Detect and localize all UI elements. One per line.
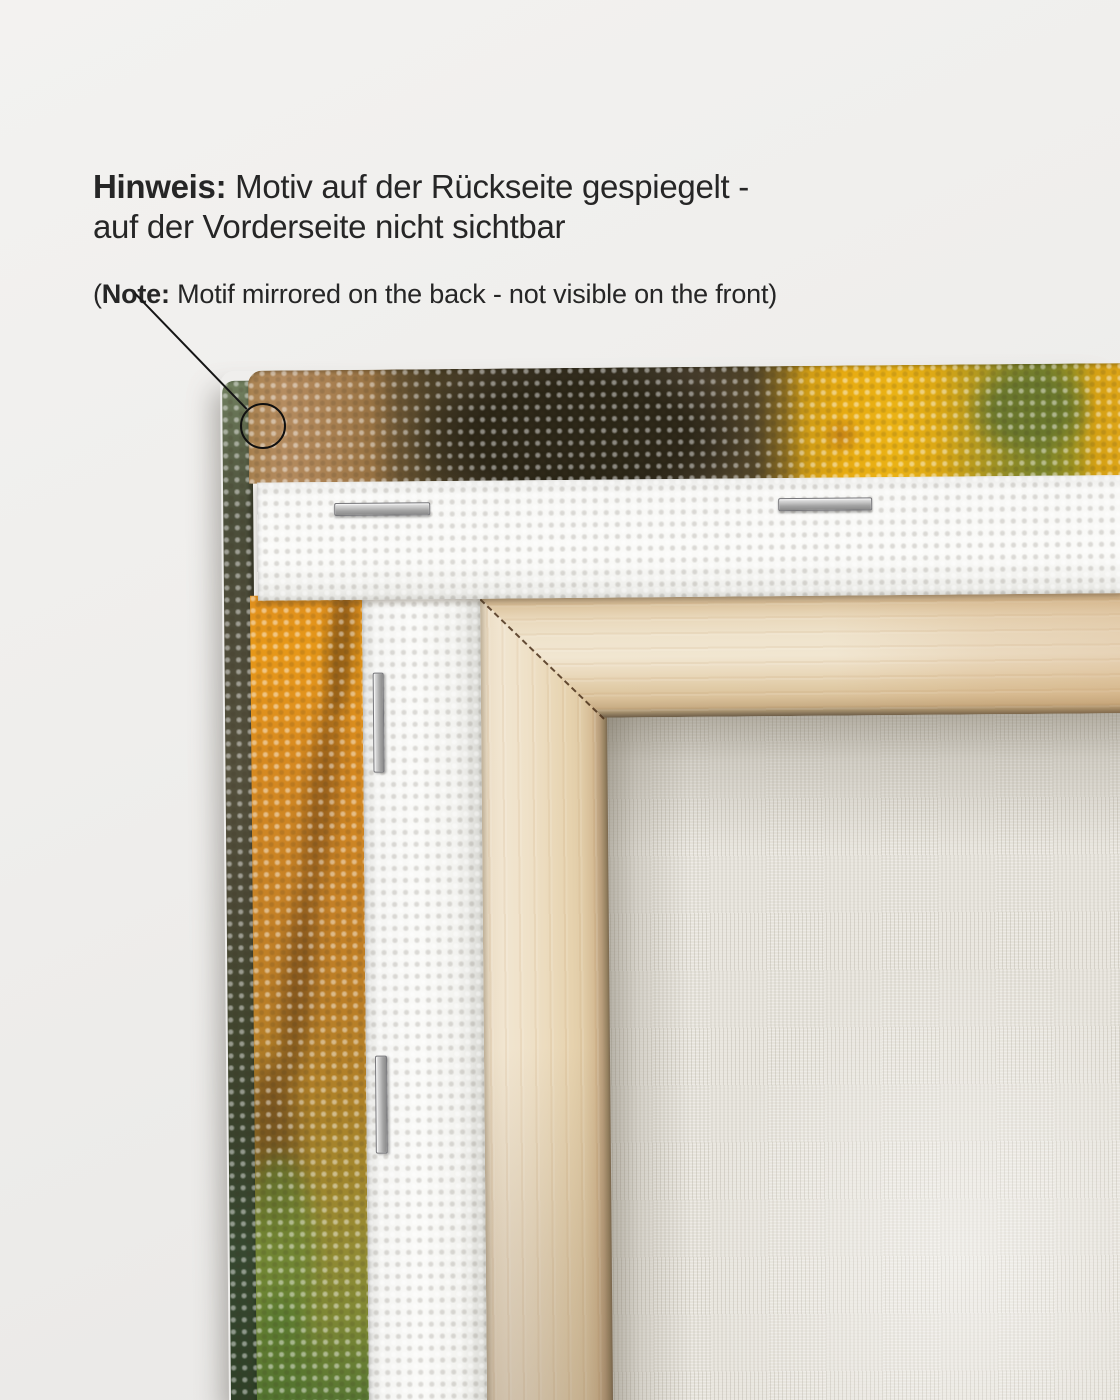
note-german-label: Hinweis: — [93, 168, 227, 205]
motif-top-strip — [248, 363, 1120, 484]
canvas-texture — [248, 363, 1120, 484]
callout-circle — [240, 403, 286, 449]
motif-dark-streak — [295, 694, 347, 906]
motif-left-strip — [250, 595, 369, 1400]
note-german-text: Motiv auf der Rückseite gespiegelt - — [226, 168, 749, 205]
white-fold-top — [257, 475, 1120, 601]
canvas-back-photo — [220, 363, 1120, 1400]
staple — [373, 673, 385, 773]
staple — [334, 502, 430, 516]
note-english-paren: ( — [93, 279, 102, 309]
note-english-text: Motif mirrored on the back - not visible on the front) — [169, 279, 778, 309]
note-english — [93, 277, 1053, 311]
note-german-line2: auf der Vorderseite nicht sichtbar — [93, 208, 566, 245]
note-german — [93, 167, 993, 247]
staple — [375, 1056, 388, 1154]
inner-canvas-back — [604, 709, 1120, 1400]
canvas-texture — [257, 475, 1120, 601]
staple — [778, 497, 872, 511]
motif-dark-streak — [274, 884, 323, 1086]
stretcher-bar-left — [480, 597, 613, 1400]
note-english-label: Note: — [101, 279, 170, 309]
